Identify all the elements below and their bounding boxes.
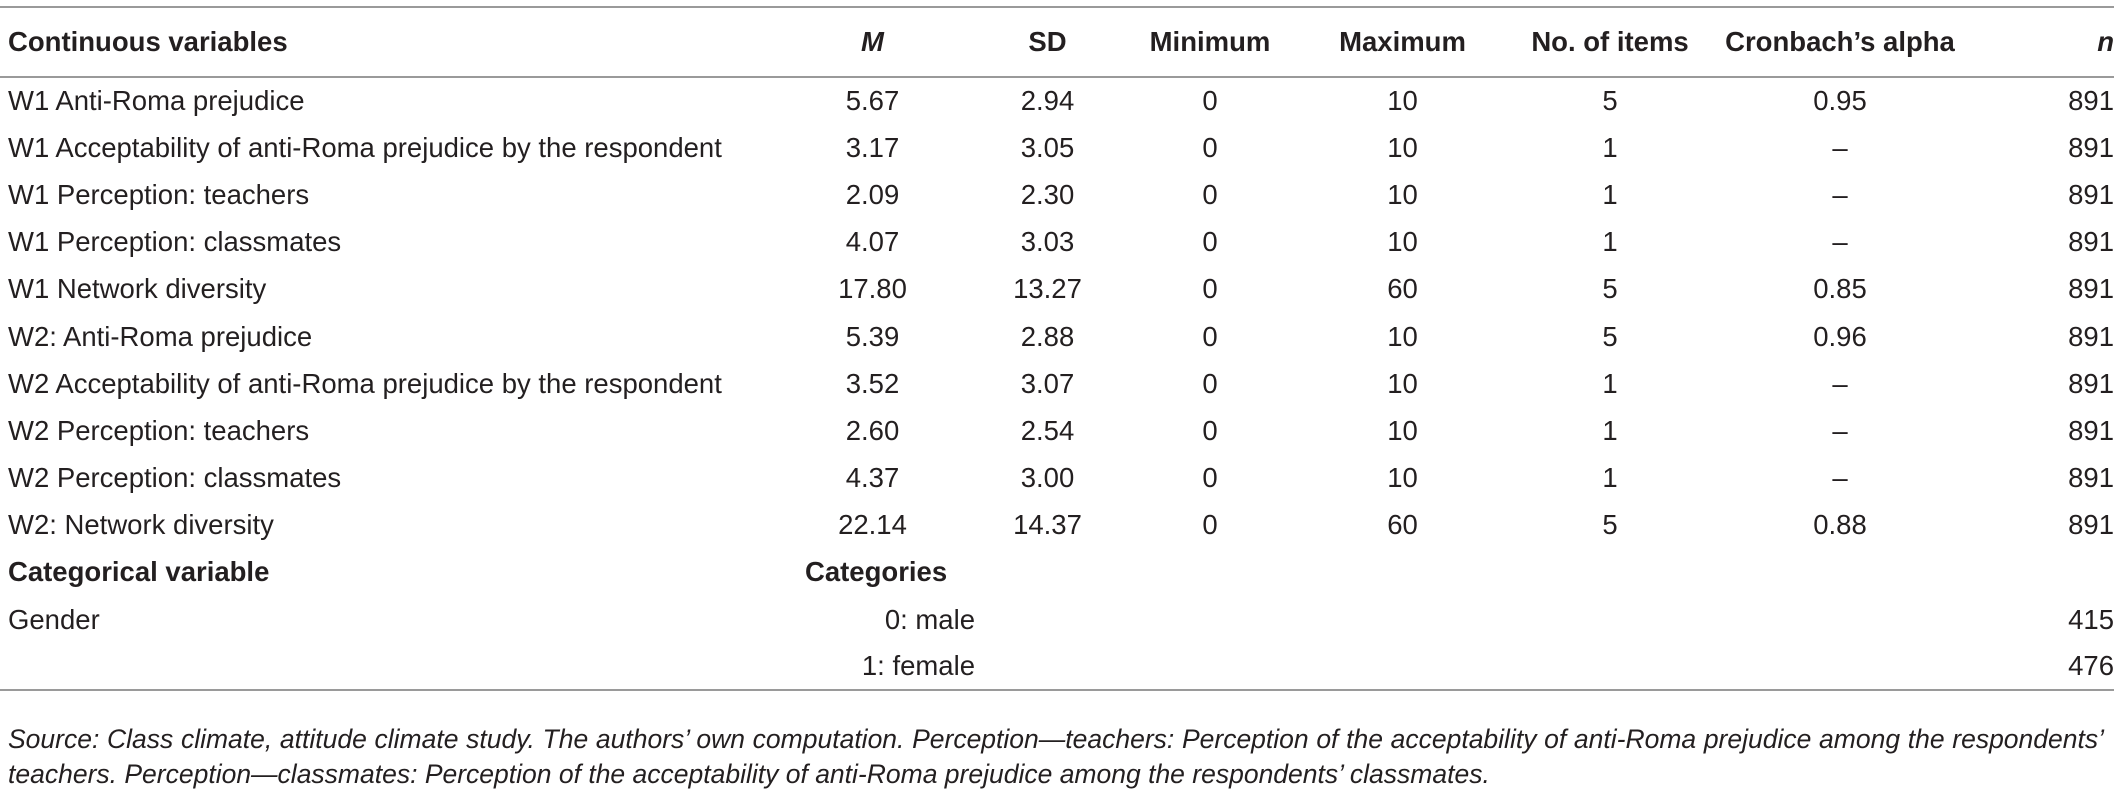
variable-cell: W2 Acceptability of anti-Roma prejudice by the respondent <box>8 367 722 399</box>
header-continuous-variables: Continuous variables <box>8 26 288 57</box>
table-row <box>0 643 2114 690</box>
variable-cell: W2 Perception: teachers <box>8 414 310 446</box>
items-cell: 5 <box>1602 320 1618 352</box>
table-footnote: Source: Class climate, attitude climate study. The authors’ own computation. Perception—teachers: Perception of the acceptability of anti-Roma prejudice among the respondents’ teachers. Perception—classmates: Perception of the acceptability of anti-Roma prejudice among the respondents’ classmates. <box>8 724 2104 789</box>
maximum-cell: 10 <box>1387 414 1418 446</box>
descriptive-statistics-table <box>0 6 2114 691</box>
alpha-cell: – <box>1832 131 1848 163</box>
sd-cell: 2.88 <box>1020 320 1075 352</box>
maximum-cell: 10 <box>1387 320 1418 352</box>
maximum-cell: 60 <box>1387 273 1418 305</box>
table-row <box>0 502 2114 549</box>
header-maximum: Maximum <box>1339 26 1466 57</box>
minimum-cell: 0 <box>1202 85 1218 117</box>
items-cell: 1 <box>1602 367 1618 399</box>
n-cell: 891 <box>2068 509 2114 541</box>
header-sd: SD <box>1028 26 1067 57</box>
table-row <box>0 266 2114 313</box>
n-cell: 891 <box>2068 131 2114 163</box>
minimum-cell: 0 <box>1202 226 1218 258</box>
maximum-cell: 60 <box>1387 509 1418 541</box>
items-cell: 1 <box>1602 131 1618 163</box>
mean-cell: 5.39 <box>845 320 900 352</box>
descriptive-statistics-table-wrapper <box>0 6 2114 691</box>
minimum-cell: 0 <box>1202 367 1218 399</box>
maximum-cell: 10 <box>1387 178 1418 210</box>
categorical-variable-cell <box>0 643 770 690</box>
table-header-row <box>0 7 2114 77</box>
variable-cell: W2 Perception: classmates <box>8 462 342 494</box>
variable-cell: W2: Anti-Roma prejudice <box>8 320 313 352</box>
categories-heading: Categories <box>805 556 948 588</box>
table-row <box>0 313 2114 360</box>
categorical-header-row <box>0 549 2114 596</box>
n-cell: 891 <box>2068 462 2114 494</box>
table-row <box>0 455 2114 502</box>
minimum-cell: 0 <box>1202 414 1218 446</box>
mean-cell: 4.37 <box>845 462 900 494</box>
sd-cell: 3.07 <box>1020 367 1075 399</box>
n-cell: 415 <box>2068 603 2114 635</box>
table-row <box>0 124 2114 171</box>
n-cell: 891 <box>2068 414 2114 446</box>
sd-cell: 3.00 <box>1020 462 1075 494</box>
maximum-cell: 10 <box>1387 131 1418 163</box>
alpha-cell: – <box>1832 414 1848 446</box>
variable-cell: W1 Network diversity <box>8 273 267 305</box>
alpha-cell: 0.96 <box>1813 320 1867 352</box>
header-mean: M <box>861 26 884 57</box>
items-cell: 1 <box>1602 226 1618 258</box>
variable-cell: W1 Acceptability of anti-Roma prejudice by the respondent <box>8 131 722 163</box>
variable-cell: W1 Anti-Roma prejudice <box>8 85 305 117</box>
table-row <box>0 219 2114 266</box>
maximum-cell: 10 <box>1387 226 1418 258</box>
variable-cell: W1 Perception: classmates <box>8 226 342 258</box>
sd-cell: 13.27 <box>1013 273 1082 305</box>
mean-cell: 17.80 <box>838 273 907 305</box>
header-n: n <box>2097 26 2114 57</box>
sd-cell: 2.54 <box>1020 414 1075 446</box>
n-cell: 891 <box>2068 178 2114 210</box>
sd-cell: 3.05 <box>1020 131 1075 163</box>
mean-cell: 2.09 <box>845 178 900 210</box>
table-row <box>0 171 2114 218</box>
n-cell: 891 <box>2068 367 2114 399</box>
alpha-cell: – <box>1832 226 1848 258</box>
table-row <box>0 596 2114 643</box>
sd-cell: 2.30 <box>1020 178 1075 210</box>
alpha-cell: – <box>1832 367 1848 399</box>
alpha-cell: 0.95 <box>1813 85 1867 117</box>
alpha-cell: – <box>1832 178 1848 210</box>
table-row <box>0 407 2114 454</box>
table-row <box>0 77 2114 124</box>
minimum-cell: 0 <box>1202 509 1218 541</box>
alpha-cell: 0.88 <box>1813 509 1867 541</box>
maximum-cell: 10 <box>1387 367 1418 399</box>
n-cell: 891 <box>2068 226 2114 258</box>
categorical-variable-heading: Categorical variable <box>8 556 270 588</box>
sd-cell: 3.03 <box>1020 226 1075 258</box>
header-minimum: Minimum <box>1149 26 1271 57</box>
minimum-cell: 0 <box>1202 320 1218 352</box>
n-cell: 891 <box>2068 320 2114 352</box>
mean-cell: 3.52 <box>845 367 900 399</box>
n-cell: 476 <box>2068 650 2114 682</box>
n-cell: 891 <box>2068 273 2114 305</box>
sd-cell: 2.94 <box>1020 85 1075 117</box>
minimum-cell: 0 <box>1202 273 1218 305</box>
table-row <box>0 360 2114 407</box>
alpha-cell: 0.85 <box>1813 273 1867 305</box>
items-cell: 5 <box>1602 273 1618 305</box>
category-cell: 1: female <box>861 650 975 682</box>
mean-cell: 22.14 <box>838 509 907 541</box>
sd-cell: 14.37 <box>1013 509 1082 541</box>
minimum-cell: 0 <box>1202 178 1218 210</box>
minimum-cell: 0 <box>1202 462 1218 494</box>
maximum-cell: 10 <box>1387 462 1418 494</box>
alpha-cell: – <box>1832 462 1848 494</box>
maximum-cell: 10 <box>1387 85 1418 117</box>
minimum-cell: 0 <box>1202 131 1218 163</box>
header-no-of-items: No. of items <box>1531 26 1689 57</box>
mean-cell: 3.17 <box>845 131 900 163</box>
items-cell: 1 <box>1602 178 1618 210</box>
items-cell: 5 <box>1602 509 1618 541</box>
mean-cell: 4.07 <box>845 226 900 258</box>
mean-cell: 2.60 <box>845 414 900 446</box>
items-cell: 5 <box>1602 85 1618 117</box>
categorical-variable-cell: Gender <box>8 603 100 635</box>
mean-cell: 5.67 <box>845 85 900 117</box>
items-cell: 1 <box>1602 414 1618 446</box>
items-cell: 1 <box>1602 462 1618 494</box>
variable-cell: W1 Perception: teachers <box>8 178 310 210</box>
variable-cell: W2: Network diversity <box>8 509 274 541</box>
n-cell: 891 <box>2068 85 2114 117</box>
header-cronbachs-alpha: Cronbach’s alpha <box>1725 26 1955 57</box>
category-cell: 0: male <box>884 603 975 635</box>
